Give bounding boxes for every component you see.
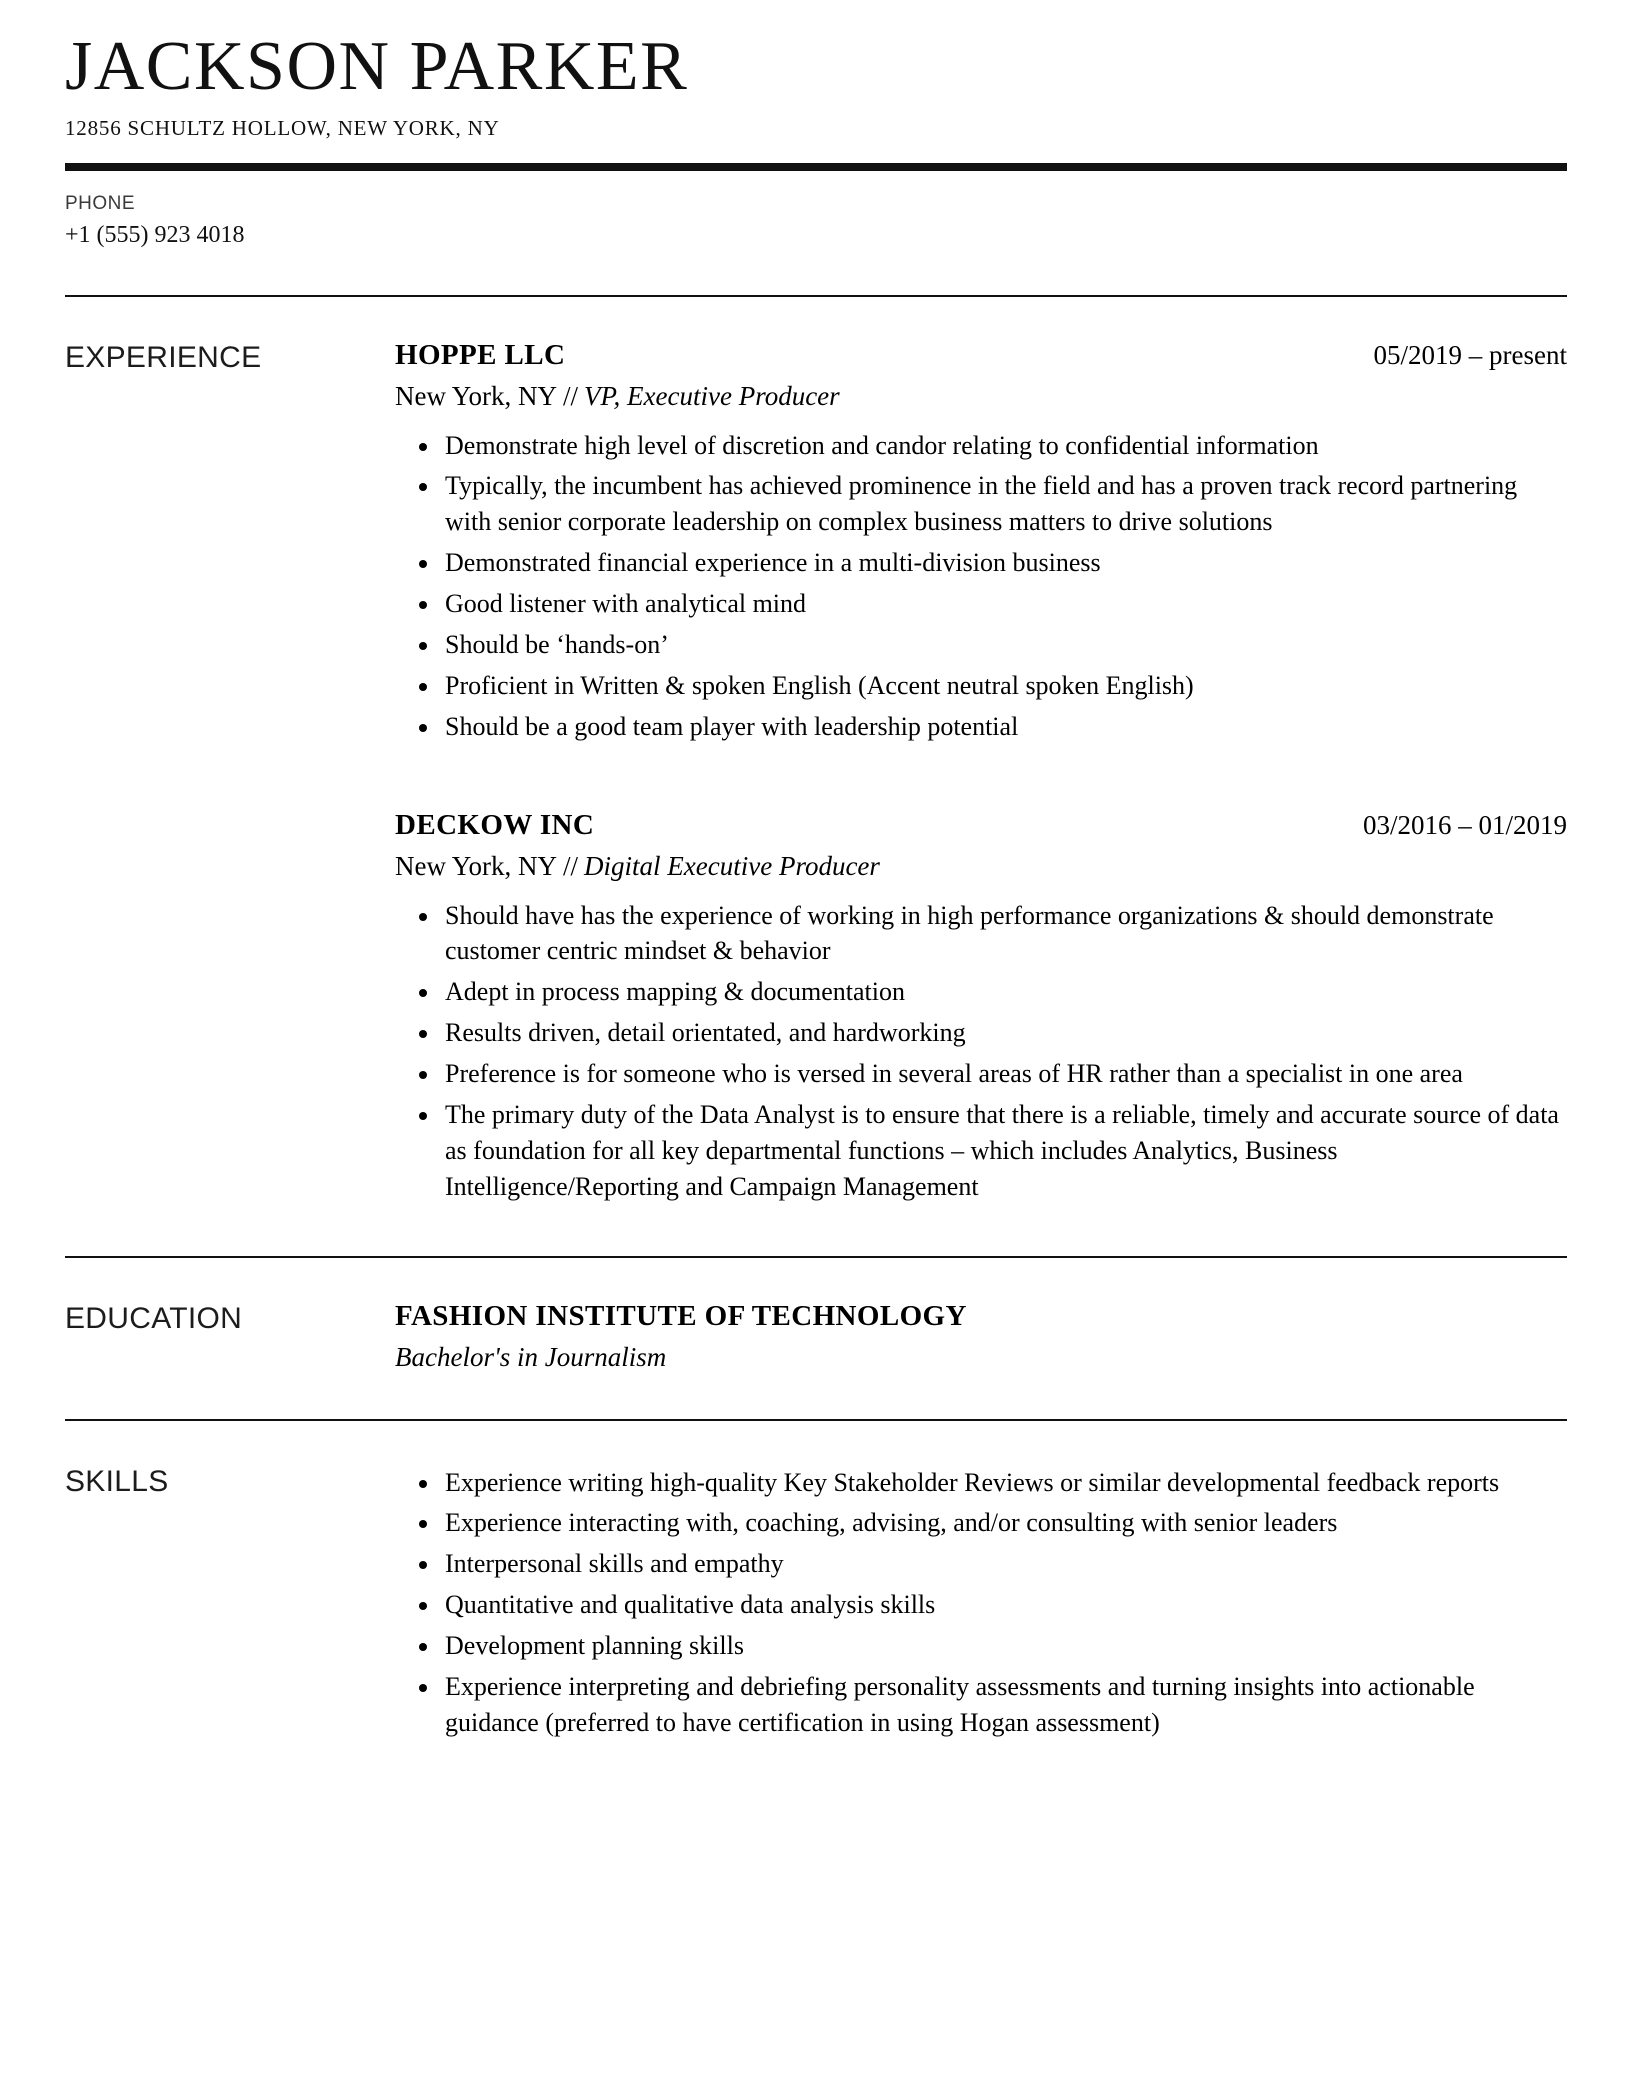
bullet-item: • Good listener with analytical mind (441, 586, 1567, 622)
bullet-item: • Experience writing high-quality Key Stakeholder Reviews or similar developmental feedback reports (441, 1465, 1567, 1501)
bullet-item: • Experience interacting with, coaching, advising, and/or consulting with senior leaders (441, 1505, 1567, 1541)
candidate-name: JACKSON PARKER (65, 28, 689, 105)
skills-bullet-list (395, 1465, 1567, 1741)
experience-label: EXPERIENCE (65, 340, 262, 374)
company-name: DECKOW INC (395, 808, 595, 841)
company-name: HOPPE LLC (395, 338, 566, 371)
job-entry-hoppe (395, 339, 1567, 745)
bullet-item: • Should have has the experience of working in high performance organizations & should demonstrate customer centric mindset & behavior (441, 898, 1567, 970)
candidate-address: 12856 SCHULTZ HOLLOW, NEW YORK, NY (65, 115, 500, 140)
job-location: New York, NY (395, 850, 558, 881)
bullet-item: • Proficient in Written & spoken English (Accent neutral spoken English) (441, 668, 1567, 704)
job-subtitle (395, 381, 1567, 412)
job-dates: 03/2016 – 01/2019 (1362, 809, 1567, 840)
skills-section (65, 1463, 1567, 1746)
phone-label: PHONE (65, 192, 136, 214)
bullet-item: • The primary duty of the Data Analyst is to ensure that there is a reliable, timely and accurate source of data as foundation for all key departmental functions – which includes Analytics, Business Intelligence/Reporting and Campaign Management (441, 1097, 1567, 1205)
job-location: New York, NY (395, 380, 558, 411)
bullet-item: • Demonstrate high level of discretion and candor relating to confidential information (441, 428, 1567, 464)
job-bullet-list (395, 898, 1567, 1205)
education-section (65, 1300, 1567, 1373)
job-bullet-list (395, 428, 1567, 745)
bullet-item: • Should be a good team player with leadership potential (441, 709, 1567, 745)
experience-content (395, 339, 1567, 1210)
school-name: FASHION INSTITUTE OF TECHNOLOGY (395, 1299, 967, 1332)
bullet-item: • Preference is for someone who is versed in several areas of HR rather than a specialist in one area (441, 1056, 1567, 1092)
divider-thin (65, 1419, 1567, 1421)
job-dates: 05/2019 – present (1373, 339, 1567, 370)
education-label: EDUCATION (65, 1301, 243, 1335)
job-title: VP, Executive Producer (584, 380, 840, 411)
divider-thin (65, 295, 1567, 297)
degree-name: Bachelor's in Journalism (395, 1341, 667, 1372)
bullet-item: • Experience interpreting and debriefing personality assessments and turning insights into actionable guidance (preferred to have certification in using Hogan assessment) (441, 1669, 1567, 1741)
divider-thin (65, 1256, 1567, 1258)
job-subtitle (395, 851, 1567, 882)
skills-content (395, 1463, 1567, 1746)
job-separator: // (563, 850, 579, 881)
bullet-item: • Demonstrated financial experience in a multi-division business (441, 545, 1567, 581)
bullet-item: • Results driven, detail orientated, and hardworking (441, 1015, 1567, 1051)
phone-value: +1 (555) 923 4018 (65, 221, 245, 248)
contact-block (65, 193, 1567, 249)
resume-header (65, 30, 1567, 141)
education-content (395, 1300, 1567, 1373)
bullet-item: • Typically, the incumbent has achieved prominence in the field and has a proven track record partnering with senior corporate leadership on complex business matters to drive solutions (441, 468, 1567, 540)
job-separator: // (563, 380, 579, 411)
experience-section (65, 339, 1567, 1210)
bullet-item: • Adept in process mapping & documentation (441, 974, 1567, 1010)
skills-label: SKILLS (65, 1464, 169, 1498)
bullet-item: • Quantitative and qualitative data analysis skills (441, 1587, 1567, 1623)
divider-thick (65, 163, 1567, 171)
bullet-item: • Development planning skills (441, 1628, 1567, 1664)
job-header (395, 339, 1567, 372)
job-header (395, 809, 1567, 842)
job-title: Digital Executive Producer (584, 850, 880, 881)
bullet-item: • Interpersonal skills and empathy (441, 1546, 1567, 1582)
bullet-item: • Should be ‘hands-on’ (441, 627, 1567, 663)
job-entry-deckow (395, 809, 1567, 1205)
